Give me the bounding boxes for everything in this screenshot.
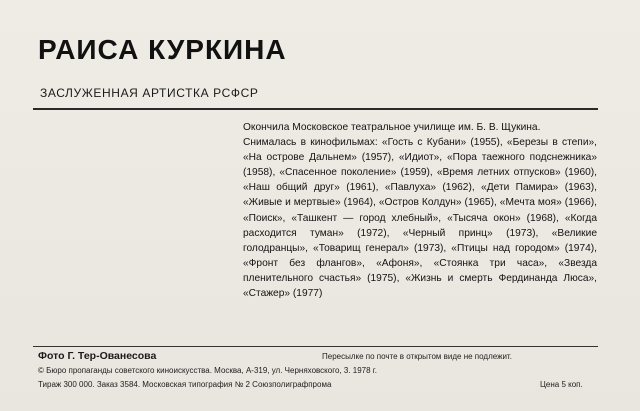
- divider-top: [33, 108, 598, 110]
- actress-name: РАИСА КУРКИНА: [38, 34, 287, 65]
- honorary-title: ЗАСЛУЖЕННАЯ АРТИСТКА РСФСР: [40, 86, 259, 100]
- divider-bottom: [33, 346, 598, 347]
- bio-education: Окончила Московское театральное училище им. Б. В. Щукина.: [243, 122, 541, 133]
- photo-credit: Фото Г. Тер-Ованесова: [38, 350, 157, 362]
- price: Цена 5 коп.: [540, 380, 583, 389]
- publisher-info: © Бюро пропаганды советского киноискусства. Москва, А-319, ул. Черняховского, 3. 1978 г.: [38, 366, 377, 375]
- bio-filmography: Снималась в кинофильмах: «Гость с Кубани» (1955), «Березы в степи», «На острове Дальнем» (1957), «Идиот», «Пора таежного подснежника» (1958), «Спасенное поколение» (1959), «Время летних отпусков» (1960), «Наш общий друг» (1961), «Павлуха» (1962), «Дети Памира» (1963), «Живые и мертвые» (1964), «Остров Колдун» (1965), «Мечта моя» (1966), «Поиск», «Ташкент — город хлебный», «Тысяча окон» (1968), «Когда расходится туман» (1972), «Черный принц» (1973), «Великие голодранцы», «Товарищ генерал» (1973), «Птицы над городом» (1974), «Фронт без флангов», «Афоня», «Стоянка три часа», «Звезда пленительного счастья» (1975), «Жизнь и смерть Фердинанда Люса», «Стажер» (1977): [243, 137, 597, 300]
- biography: [243, 120, 597, 301]
- print-info: Тираж 300 000. Заказ 3584. Московская типография № 2 Союзполиграфпрома: [38, 380, 332, 389]
- mail-note: Пересылке по почте в открытом виде не подлежит.: [322, 352, 512, 361]
